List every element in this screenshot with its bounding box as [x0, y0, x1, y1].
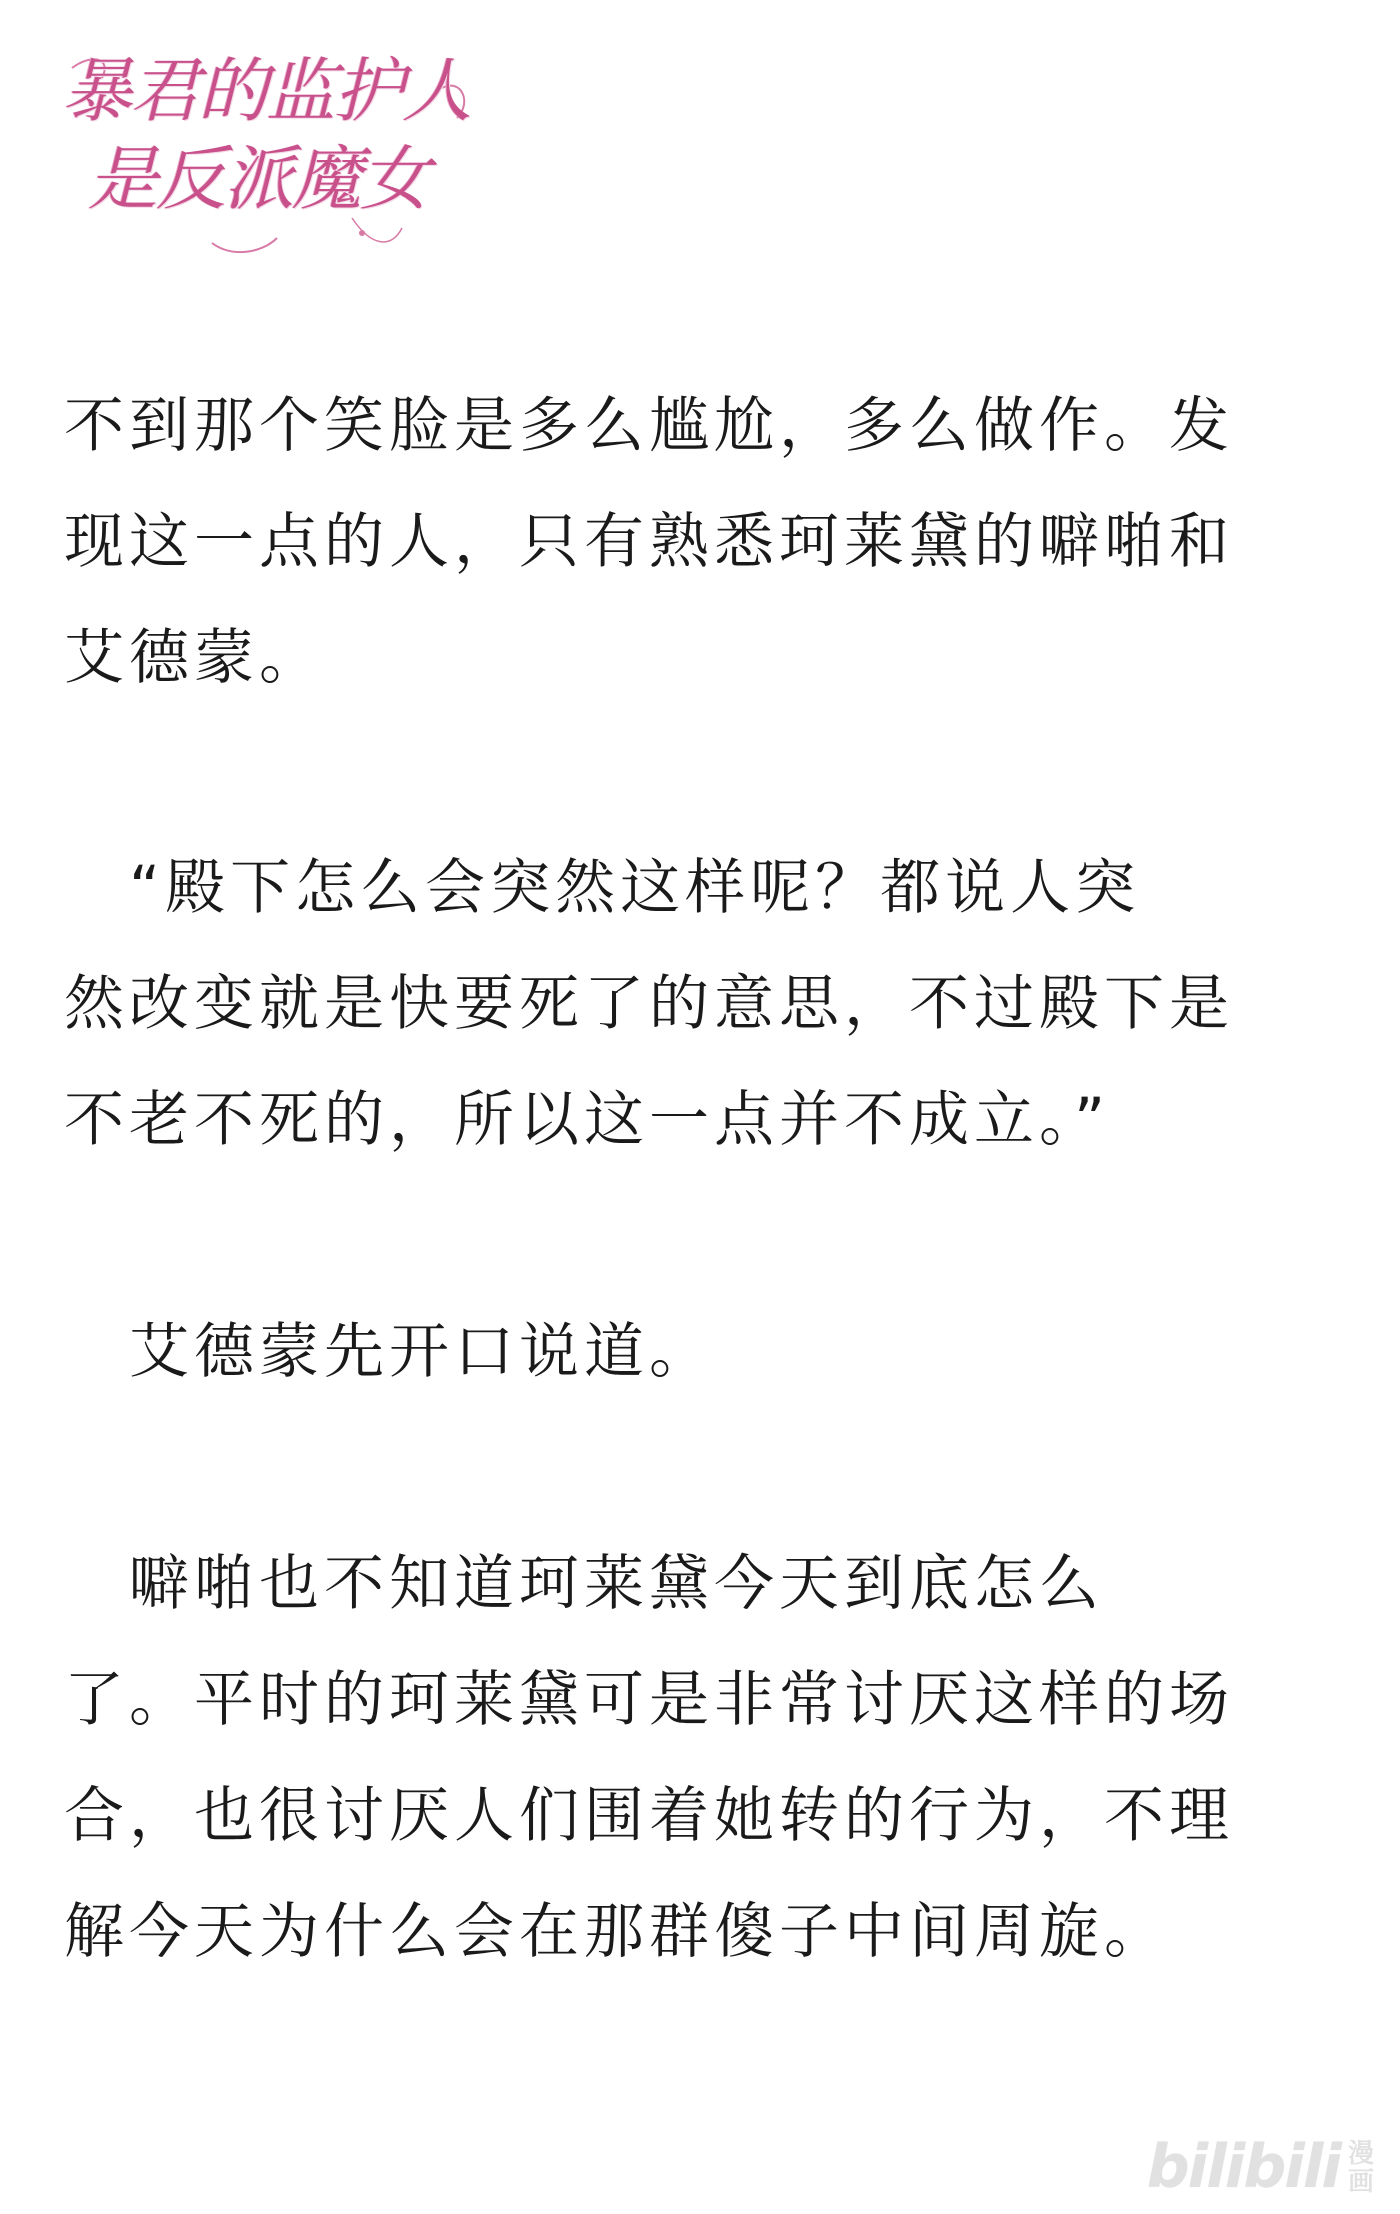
text-line: 不老不死的，所以这一点并不成立。”: [64, 1085, 1111, 1155]
logo-title-line-2: 是反派魔女: [88, 138, 428, 220]
title-logo: [62, 48, 482, 258]
text-line: 了。平时的珂莱黛可是非常讨厌这样的场: [64, 1665, 1234, 1735]
paragraph-3: [64, 1294, 1340, 1410]
text-line: “殿下怎么会突然这样呢？都说人突: [64, 853, 1141, 923]
text-line: 不到那个笑脸是多么尴尬，多么做作。发: [64, 391, 1234, 461]
text-line: 合，也很讨厌人们围着她转的行为，不理: [64, 1781, 1234, 1851]
watermark-sub: [1348, 2140, 1374, 2202]
text-line: 艾德蒙先开口说道。: [64, 1317, 714, 1387]
watermark-sub-bottom: 画: [1347, 2167, 1374, 2197]
watermark-sub-top: 漫: [1347, 2139, 1374, 2169]
paragraph-1: [64, 368, 1340, 716]
watermark-brand: bilibili: [1146, 2132, 1340, 2202]
paragraph-4: [64, 1526, 1340, 1990]
text-line: 噼啪也不知道珂莱黛今天到底怎么: [64, 1549, 1104, 1619]
text-line: 解今天为什么会在那群傻子中间周旋。: [64, 1897, 1169, 1967]
logo-title-line-1: 暴君的监护人: [62, 50, 470, 132]
text-line: 现这一点的人，只有熟悉珂莱黛的噼啪和: [64, 507, 1234, 577]
bilibili-watermark: [1147, 2112, 1374, 2202]
text-line: 然改变就是快要死了的意思，不过殿下是: [64, 969, 1234, 1039]
paragraph-2: [64, 830, 1340, 1178]
text-line: 艾德蒙。: [64, 623, 324, 693]
